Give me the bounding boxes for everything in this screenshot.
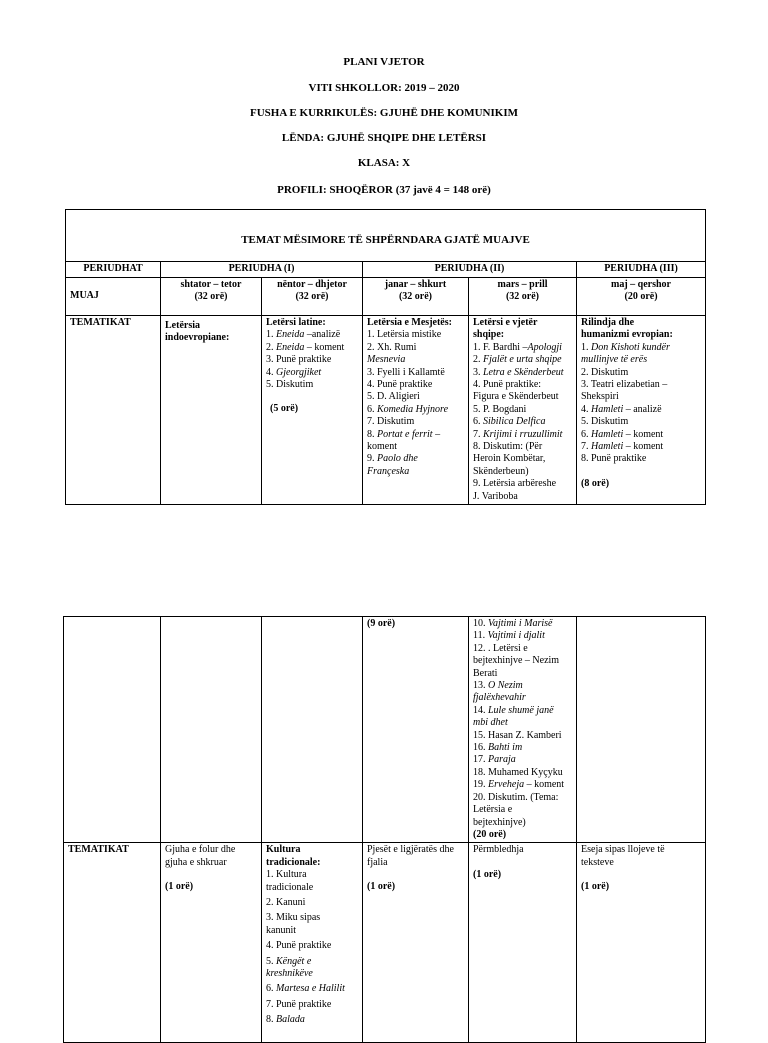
list-item — [581, 354, 701, 366]
item-text: Martesa e Halilit — [276, 983, 345, 995]
item-number: 4. — [266, 940, 276, 952]
item-number: 4. — [367, 379, 377, 391]
themes-label: TEMATIKAT — [66, 316, 161, 505]
list-item — [367, 441, 464, 453]
latin-hours: (5 orë) — [270, 403, 299, 415]
list-item — [473, 767, 572, 779]
item-text: Erveheja — [488, 779, 525, 791]
list-item — [581, 342, 701, 354]
profile: PROFILI: SHOQËROR (37 javë 4 = 148 orë) — [277, 184, 491, 196]
empty-cell — [64, 617, 161, 843]
item-text: – koment — [524, 779, 565, 791]
item-text: Paraja — [488, 754, 516, 766]
list-item — [581, 416, 701, 428]
item-text: Letra e Skënderbeut — [483, 366, 564, 378]
item-text: Vajtimi i djalit — [487, 630, 545, 642]
item-text: Françeska — [367, 465, 410, 477]
item-text: . Letërsi e — [488, 642, 528, 654]
item-number: 6. — [266, 983, 276, 995]
plan-title: PLANI VJETOR — [343, 56, 425, 68]
class: KLASA: X — [357, 157, 411, 169]
item-text: Diskutim — [591, 366, 629, 378]
item-number: 8. — [581, 453, 591, 465]
list-item — [473, 692, 572, 704]
month-name: shtator – tetor — [180, 279, 242, 290]
essay-cell — [577, 843, 706, 1043]
renaissance-hours: (8 orë) — [581, 477, 610, 489]
traditional-title-2: tradicionale: — [266, 856, 321, 868]
item-number: 5. — [266, 379, 276, 391]
item-text: Figura e Skënderbeut — [473, 391, 559, 403]
month-cell — [363, 278, 469, 316]
item-text: Hamleti — [591, 403, 624, 415]
item-text: P. Bogdani — [483, 403, 527, 415]
empty-cell — [161, 617, 262, 843]
indo-european-cell — [161, 316, 262, 505]
item-text: J. Variboba — [473, 490, 518, 502]
school-year: VITI SHKOLLOR: 2019 – 2020 — [308, 82, 460, 94]
item-text: Eneida — [276, 329, 305, 341]
list-item — [473, 491, 572, 503]
item-text: Diskutim — [377, 416, 415, 428]
list-item — [473, 730, 572, 742]
list-item — [266, 983, 358, 995]
item-text: Këngët e — [276, 955, 312, 967]
old-albanian-cell — [469, 316, 577, 505]
list-item — [581, 379, 701, 391]
item-text: – koment — [623, 428, 664, 440]
item-text: kreshnikëve — [266, 967, 313, 979]
list-item — [266, 999, 358, 1011]
item-number: 6. — [581, 428, 591, 440]
parts-of-speech-cell — [363, 843, 469, 1043]
renaissance-list — [581, 342, 701, 466]
list-item — [266, 367, 358, 379]
list-item — [473, 779, 572, 791]
item-text: Letërsia e — [473, 804, 513, 816]
list-item — [473, 478, 572, 490]
spoken-written-hours: (1 orë) — [165, 881, 194, 893]
item-number: 3. — [266, 912, 276, 924]
list-item — [581, 441, 701, 453]
item-text: Sibilica Delfica — [483, 416, 546, 428]
list-item — [581, 429, 701, 441]
item-number: 2. — [473, 354, 483, 366]
item-text: Diskutim: (Për — [483, 441, 543, 453]
list-item — [367, 391, 464, 403]
parts-of-speech-line-2: fjalia — [367, 856, 388, 868]
list-item — [473, 668, 572, 680]
themes-label: TEMATIKAT — [64, 843, 161, 1043]
spoken-written-line-2: gjuha e shkruar — [165, 856, 227, 868]
list-item — [473, 643, 572, 655]
item-number: 7. — [581, 441, 591, 453]
topics-table-2 — [63, 616, 706, 1043]
item-text: fjalëxhevahir — [473, 692, 526, 704]
list-item — [581, 453, 701, 465]
item-number: 15. — [473, 729, 488, 741]
subject: LËNDA: GJUHË SHQIPE DHE LETËRSI — [281, 132, 487, 144]
list-item — [473, 429, 572, 441]
list-item — [581, 404, 701, 416]
list-item — [367, 453, 464, 465]
list-item — [473, 655, 572, 667]
item-text: Punë praktike — [276, 940, 332, 952]
list-item — [473, 804, 572, 816]
item-number: 1. — [266, 329, 276, 341]
item-text: Letërsia mistike — [377, 329, 442, 341]
item-number: 8. — [266, 1014, 276, 1026]
periods-label: PERIUDHAT — [66, 262, 161, 278]
item-text: Fyelli i Kallamtë — [377, 366, 445, 378]
item-number: 18. — [473, 766, 488, 778]
item-number: 7. — [367, 416, 377, 428]
item-text: Kultura — [276, 869, 307, 881]
latin-title: Letërsi latine: — [266, 317, 326, 328]
list-item — [266, 329, 358, 341]
old-albanian-list-continued — [473, 618, 572, 829]
month-hours: (20 orë) — [624, 291, 658, 303]
list-item — [367, 379, 464, 391]
item-text: Krijimi i rruzullimit — [483, 428, 563, 440]
traditional-list — [266, 869, 358, 1026]
month-name: maj – qershor — [611, 279, 671, 290]
item-text: Komedia Hyjnore — [377, 403, 449, 415]
item-text: Diskutim — [276, 379, 314, 391]
month-name: janar – shkurt — [384, 279, 447, 290]
latin-literature-cell — [262, 316, 363, 505]
item-number: 3. — [581, 379, 591, 391]
month-cell — [262, 278, 363, 316]
month-hours: (32 orë) — [295, 291, 329, 303]
item-number: 2. — [266, 341, 276, 353]
latin-list — [266, 329, 358, 391]
item-number: 1. — [581, 341, 591, 353]
list-item — [266, 342, 358, 354]
item-text: Kanuni — [276, 896, 306, 908]
old-albanian-title-2: shqipe: — [473, 329, 505, 341]
list-item — [581, 367, 701, 379]
month-name: nëntor – dhjetor — [277, 279, 347, 290]
list-item — [473, 404, 572, 416]
item-text: Heroin Kombëtar, — [473, 453, 546, 465]
item-text: Vajtimi i Marisë — [488, 618, 553, 629]
item-number: 4. — [266, 366, 276, 378]
month-hours: (32 orë) — [505, 291, 540, 303]
summary-cell — [469, 843, 577, 1043]
list-item — [266, 882, 358, 894]
item-number: 4. — [581, 403, 591, 415]
item-text: mullinjve të erës — [581, 354, 648, 366]
list-item — [266, 925, 358, 937]
item-number: 14. — [473, 704, 488, 716]
old-albanian-title-1: Letërsi e vjetër — [473, 317, 538, 328]
month-cell — [469, 278, 577, 316]
traditional-culture-cell — [262, 843, 363, 1043]
item-text: Lule shumë janë — [488, 704, 554, 716]
list-item — [473, 630, 572, 642]
item-text: – analizë — [623, 403, 662, 415]
topics-table-1 — [65, 209, 706, 505]
item-number: 2. — [266, 896, 276, 908]
item-number: 1. — [367, 329, 377, 341]
item-text: Mesnevia — [367, 354, 406, 366]
period-2: PERIUDHA (II) — [363, 262, 577, 278]
item-number: 6. — [367, 403, 377, 415]
list-item — [367, 429, 464, 441]
list-item — [473, 742, 572, 754]
months-label-text: MUAJ — [70, 290, 99, 302]
month-cell — [577, 278, 706, 316]
medieval-list — [367, 329, 464, 478]
traditional-title-1: Kultura — [266, 844, 301, 856]
parts-of-speech-line-1: Pjesët e ligjëratës dhe — [367, 844, 454, 856]
spoken-written-line-1: Gjuha e folur dhe — [165, 844, 236, 856]
item-number: 9. — [367, 453, 377, 465]
period-3: PERIUDHA (III) — [577, 262, 706, 278]
list-item — [473, 717, 572, 729]
item-text: Punë praktike — [276, 354, 332, 366]
item-text: Berati — [473, 667, 498, 679]
list-item — [473, 453, 572, 465]
old-albanian-list — [473, 342, 572, 503]
item-number: 13. — [473, 680, 488, 692]
essay-line-1: Eseja sipas llojeve të — [581, 844, 665, 856]
item-text: Letërsia arbëreshe — [483, 478, 557, 490]
item-text: Punë praktike — [377, 379, 433, 391]
curriculum-field: FUSHA E KURRIKULËS: GJUHË DHE KOMUNIKIM — [250, 107, 518, 119]
item-text: Portat e ferrit — [377, 428, 433, 440]
list-item — [367, 404, 464, 416]
list-item — [266, 897, 358, 909]
month-hours: (32 orë) — [398, 291, 433, 303]
item-text: bejtexhinjve – Nezim — [473, 655, 560, 667]
item-number: 5. — [367, 391, 377, 403]
item-text: – koment — [623, 441, 664, 453]
item-text: Paolo dhe — [377, 453, 418, 465]
item-number: 17. — [473, 754, 488, 766]
list-item — [473, 441, 572, 453]
item-number: 19. — [473, 779, 488, 791]
list-item — [473, 618, 572, 630]
item-number: 10. — [473, 618, 488, 629]
item-text: mbi dhet — [473, 717, 508, 729]
item-number: 7. — [473, 428, 483, 440]
summary-hours: (1 orë) — [473, 868, 502, 880]
item-text: Shekspiri — [581, 391, 619, 403]
list-item — [473, 354, 572, 366]
list-item — [266, 968, 358, 980]
medieval-continued-cell — [363, 617, 469, 843]
table-title: TEMAT MËSIMORE TË SHPËRNDARA GJATË MUAJVE — [66, 210, 706, 262]
item-text: Teatri elizabetian – — [590, 379, 668, 391]
list-item — [367, 354, 464, 366]
list-item — [266, 354, 358, 366]
essay-line-2: teksteve — [581, 856, 614, 868]
item-number: 3. — [266, 354, 276, 366]
list-item — [266, 912, 358, 924]
list-item — [473, 680, 572, 692]
list-item — [367, 342, 464, 354]
item-text: – koment — [304, 341, 345, 353]
list-item — [266, 1014, 358, 1026]
item-text: –analizë — [304, 329, 341, 341]
item-number: 16. — [473, 742, 488, 754]
item-number: 11. — [473, 630, 488, 642]
list-item — [473, 391, 572, 403]
item-number: 2. — [367, 341, 377, 353]
list-item — [367, 416, 464, 428]
list-item — [266, 379, 358, 391]
month-cell — [161, 278, 262, 316]
item-text: Hamleti — [591, 441, 624, 453]
item-text: Skënderbeun) — [473, 465, 529, 477]
old-albanian-hours: (20 orë) — [473, 828, 507, 840]
item-text: Fjalët e urta shqipe — [483, 354, 562, 366]
item-text: kanunit — [266, 924, 296, 936]
item-text: Punë praktike — [591, 453, 647, 465]
item-text: Balada — [276, 1014, 305, 1026]
list-item — [581, 391, 701, 403]
item-text: Diskutim — [591, 416, 629, 428]
essay-hours: (1 orë) — [581, 881, 610, 893]
item-number: 3. — [367, 366, 377, 378]
item-number: 5. — [473, 403, 483, 415]
empty-cell — [577, 617, 706, 843]
item-number: 1. — [473, 341, 483, 353]
renaissance-cell — [577, 316, 706, 505]
empty-cell — [262, 617, 363, 843]
item-number: 5. — [581, 416, 591, 428]
renaissance-title-1: Rilindja dhe — [581, 317, 635, 328]
list-item — [266, 940, 358, 952]
medieval-title: Letërsia e Mesjetës: — [367, 317, 452, 328]
item-text: D. Aligieri — [377, 391, 420, 403]
item-text: Don Kishoti kundër — [591, 341, 670, 353]
item-text: Hamleti — [591, 428, 624, 440]
list-item — [473, 705, 572, 717]
item-number: 6. — [473, 416, 483, 428]
list-item — [473, 792, 572, 804]
old-albanian-continued-cell — [469, 617, 577, 843]
month-name: mars – prill — [497, 279, 548, 290]
item-number: 8. — [367, 428, 377, 440]
item-number: 3. — [473, 366, 483, 378]
item-text: Muhamed Kyçyku — [488, 766, 563, 778]
medieval-hours: (9 orë) — [367, 618, 396, 629]
item-text: Punë praktike: — [483, 379, 542, 391]
list-item — [473, 754, 572, 766]
list-item — [473, 416, 572, 428]
list-item — [266, 956, 358, 968]
indo-european-title: Letërsia indoevropiane: — [165, 320, 230, 344]
list-item — [473, 466, 572, 478]
list-item — [367, 367, 464, 379]
item-text: Gjeorgjiket — [276, 366, 322, 378]
item-number: 7. — [266, 998, 276, 1010]
item-text: F. Bardhi – — [483, 341, 528, 353]
item-text: tradicionale — [266, 881, 314, 893]
item-text: Hasan Z. Kamberi — [488, 729, 562, 741]
item-text: Apologji — [527, 341, 562, 353]
item-number: 1. — [266, 869, 276, 881]
item-number: 9. — [473, 478, 483, 490]
item-text: – — [432, 428, 441, 440]
renaissance-title-2: humanizmi evropian: — [581, 329, 673, 341]
item-number: 5. — [266, 955, 276, 967]
list-item — [473, 342, 572, 354]
item-text: Eneida — [276, 341, 305, 353]
spoken-written-cell — [161, 843, 262, 1043]
item-number: 12. — [473, 642, 488, 654]
item-text: O Nezim — [488, 680, 523, 692]
item-number: 8. — [473, 441, 483, 453]
list-item — [473, 817, 572, 829]
item-text: bejtexhinjve) — [473, 816, 526, 828]
medieval-literature-cell — [363, 316, 469, 505]
item-text: Xh. Rumi — [377, 341, 417, 353]
item-text: Bahti im — [488, 742, 523, 754]
summary-line-1: Përmbledhja — [473, 844, 524, 856]
list-item — [367, 329, 464, 341]
months-label — [66, 278, 161, 316]
period-1: PERIUDHA (I) — [161, 262, 363, 278]
item-text: koment — [367, 441, 397, 453]
item-text: Punë praktike — [276, 998, 332, 1010]
month-hours: (32 orë) — [194, 291, 228, 303]
list-item — [266, 869, 358, 881]
item-text: Miku sipas — [276, 912, 321, 924]
list-item — [473, 379, 572, 391]
item-number: 4. — [473, 379, 483, 391]
parts-of-speech-hours: (1 orë) — [367, 881, 396, 893]
list-item — [367, 466, 464, 478]
item-number: 20. — [473, 791, 488, 803]
item-text: Diskutim. (Tema: — [488, 791, 559, 803]
item-number: 2. — [581, 366, 591, 378]
list-item — [473, 367, 572, 379]
